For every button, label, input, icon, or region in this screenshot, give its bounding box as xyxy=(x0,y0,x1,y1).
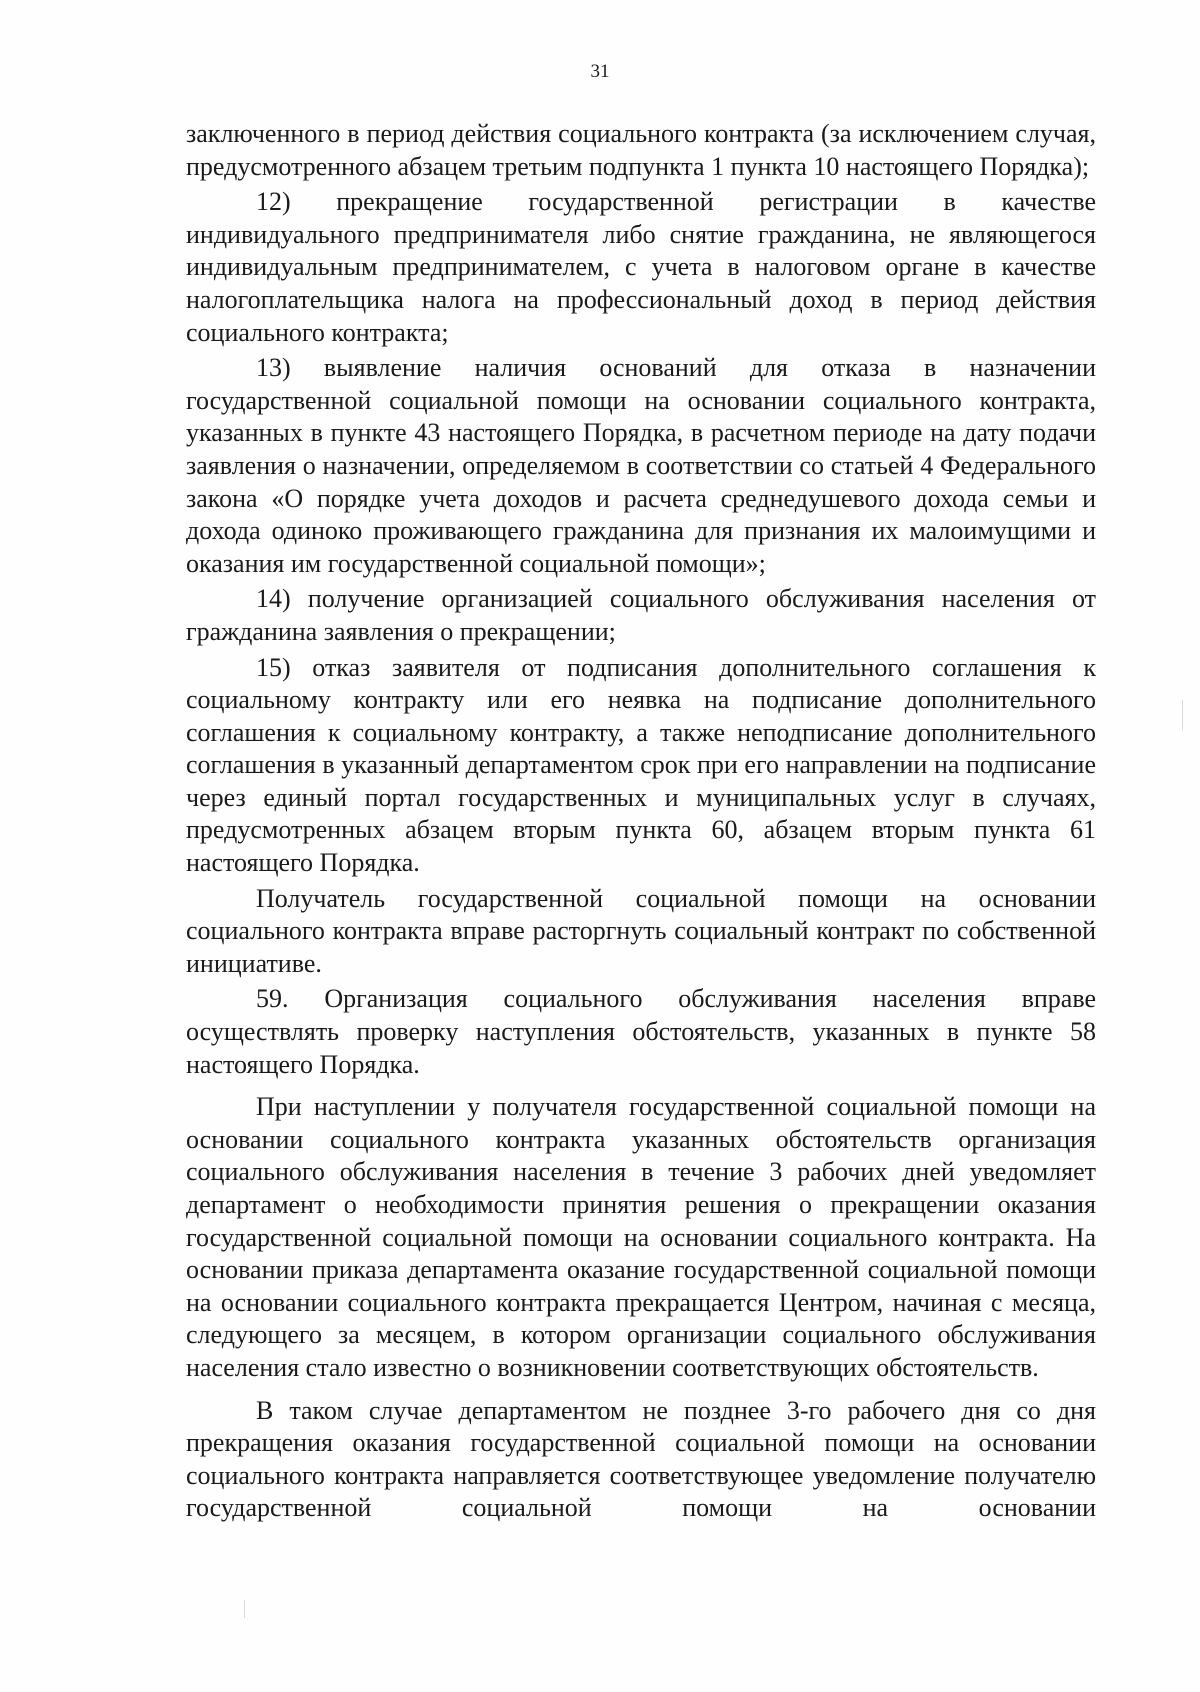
paragraph-item-12: 12) прекращение государственной регистрации в качестве индивидуального предпринимателя либо снятие гражданина, не являющегося индивидуальным предпринимателем, с учета в налоговом органе в качестве налогоплательщика налога на профессиональный доход в период действия социального контракта; xyxy=(186,187,1096,347)
paragraph-section-59: 59. Организация социального обслуживания населения вправе осуществлять проверку наступления обстоятельств, указанных в пункте 58 настоящего Порядка. xyxy=(186,984,1096,1079)
paragraph-item-13: 13) выявление наличия оснований для отказа в назначении государственной социальной помощи на основании социального контракта, указанных в пункте 43 настоящего Порядка, в расчетном периоде на дату подачи заявления о назначении, определяемом в соответствии со статьей 4 Федерального закона «О порядке учета доходов и расчета среднедушевого дохода семьи и дохода одиноко проживающего гражданина для признания их малоимущими и оказания им государственной социальной помощи»; xyxy=(186,353,1096,578)
scan-artifact-line xyxy=(1182,700,1183,730)
paragraph-continuation: заключенного в период действия социального контракта (за исключением случая, предусмотренного абзацем третьим подпункта 1 пункта 10 настоящего Порядка); xyxy=(186,119,1096,181)
document-body xyxy=(186,118,1096,1525)
paragraph-item-15: 15) отказ заявителя от подписания дополнительного соглашения к социальному контракту или его неявка на подписание дополнительного соглашения к социальному контракту, а также неподписание дополнительного соглашения в указанный департаментом срок при его направлении на подписание через единый портал государственных и муниципальных услуг в случаях, предусмотренных абзацем вторым пункта 60, абзацем вторым пункта 61 настоящего Порядка. xyxy=(186,652,1096,878)
paragraph-item-14: 14) получение организацией социального обслуживания населения от гражданина заявления о прекращении; xyxy=(186,584,1096,646)
paragraph-notification: В таком случае департаментом не позднее 3-го рабочего дня со дня прекращения оказания государственной социальной помощи на основании социального контракта направляется соответствующее уведомление получателю государственной социальной помощи на основании xyxy=(186,1395,1096,1523)
paragraph-recipient-right: Получатель государственной социальной помощи на основании социального контракта вправе расторгнуть социальный контракт по собственной инициативе. xyxy=(186,883,1096,978)
scan-artifact-line xyxy=(244,1600,245,1618)
page-number: 31 xyxy=(590,61,610,82)
paragraph-circumstances: При наступлении у получателя государственной социальной помощи на основании социального контракта указанных обстоятельств организация социального обслуживания населения в течение 3 рабочих дней уведомляет департамент о необходимости принятия решения о прекращении оказания государственной социальной помощи на основании социального контракта. На основании приказа департамента оказание государственной социальной помощи на основании социального контракта прекращается Центром, начиная с месяца, следующего за месяцем, в котором организации социального обслуживания населения стало известно о возникновении соответствующих обстоятельств. xyxy=(186,1092,1096,1382)
